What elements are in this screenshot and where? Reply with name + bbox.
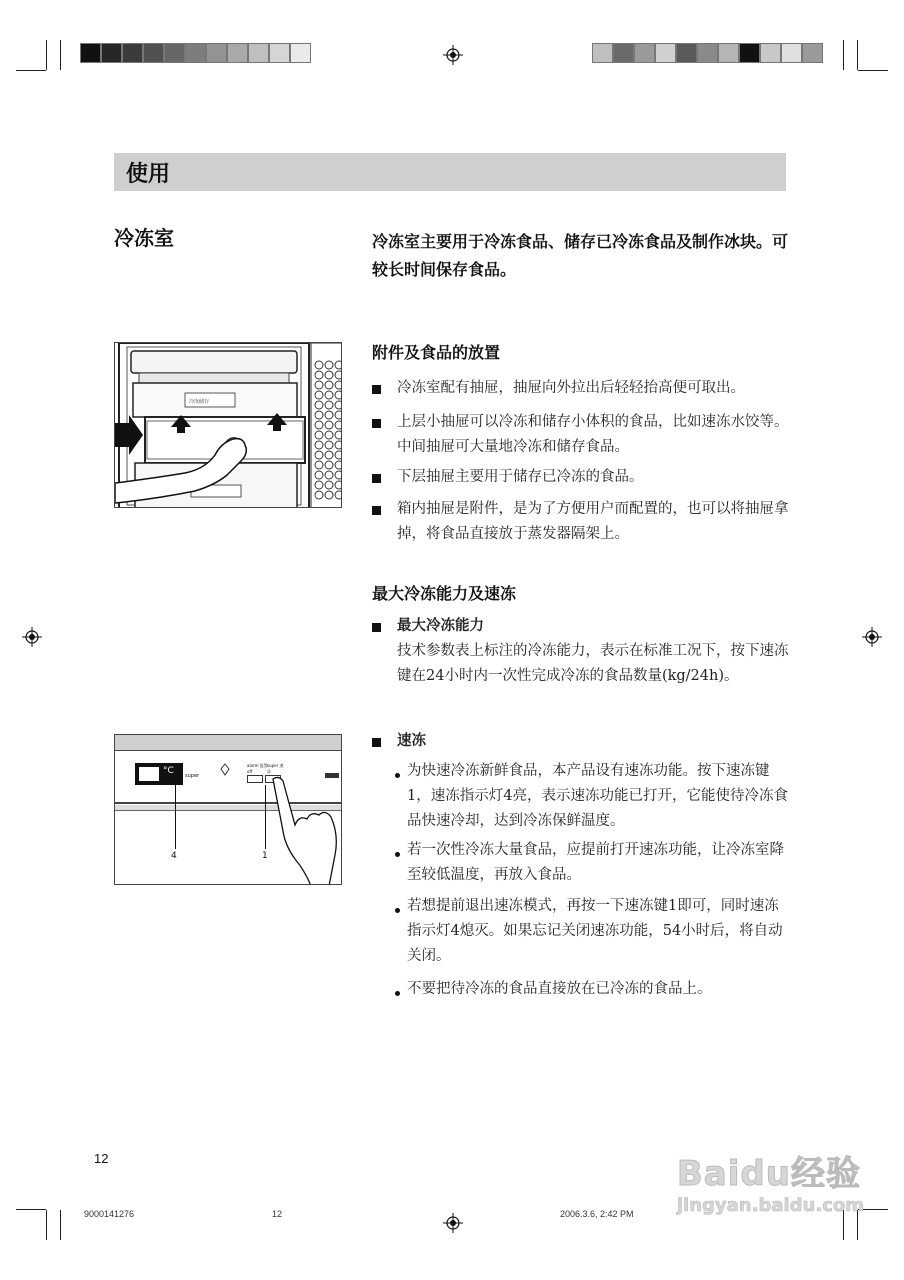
watermark — [677, 1146, 864, 1216]
color-bar-left — [80, 43, 311, 63]
section-title: 使用 — [126, 162, 171, 187]
bullet-dot-icon — [395, 852, 400, 857]
bullet-dot-icon — [395, 991, 400, 996]
quickfreeze-item: 不要把待冷冻的食品直接放在已冷冻的食品上。 — [395, 977, 790, 1002]
footer-date: 2006.3.6, 2:42 PM — [560, 1209, 634, 1219]
section-header — [114, 153, 786, 191]
freezer-title: 冷冻室 — [114, 226, 174, 250]
bullet-dot-icon — [395, 908, 400, 913]
crop-mark — [60, 1210, 61, 1240]
display-unit: °C — [163, 766, 174, 776]
crop-mark — [858, 70, 888, 71]
quickfreeze-header — [372, 729, 792, 754]
super-freeze-button-label: super 速冻 — [267, 763, 284, 774]
alarm-button-label: alarm 报警off — [247, 763, 268, 774]
display-window — [139, 767, 159, 781]
registration-mark-icon — [443, 1213, 463, 1233]
accessories-item: 下层抽屉主要用于储存已冷冻的食品。 — [372, 465, 792, 490]
callout-4: 4 — [171, 851, 177, 861]
bullet-square-icon — [372, 419, 381, 428]
bullet-square-icon — [372, 506, 381, 515]
alarm-button[interactable] — [247, 775, 263, 783]
bullet-dot-icon — [395, 773, 400, 778]
quickfreeze-title: 速冻 — [397, 733, 426, 749]
quickfreeze-item: 若一次性冷冻大量食品，应提前打开速冻功能，让冷冻室降至较低温度，再放入食品。 — [395, 838, 790, 888]
registration-mark-icon — [22, 627, 42, 647]
color-bar-right — [592, 43, 823, 63]
svg-text:冷冻储存: 冷冻储存 — [189, 399, 210, 405]
drawer-drawing — [115, 343, 342, 508]
control-panel-illustration — [114, 734, 342, 885]
registration-mark-icon — [443, 45, 463, 65]
quickfreeze-item: 若想提前退出速冻模式，再按一下速冻键1即可，同时速冻指示灯4熄灭。如果忘记关闭速冻功能，54小时后，将自动关闭。 — [395, 894, 790, 969]
bullet-square-icon — [372, 738, 381, 747]
capacity-item — [372, 614, 792, 689]
pressing-hand-icon — [265, 775, 342, 885]
registration-mark-icon — [862, 627, 882, 647]
bullet-square-icon — [372, 474, 381, 483]
freezer-drawer-illustration — [114, 342, 342, 508]
dropdown-icon — [219, 763, 231, 777]
accessories-item: 箱内抽屉是附件，是为了方便用户而配置的，也可以将抽屉拿掉，将食品直接放于蒸发器隔架上。 — [372, 497, 792, 547]
crop-mark — [16, 70, 46, 71]
accessories-item: 上层小抽屉可以冷冻和储存小体积的食品，比如速冻水饺等。中间抽屉可大量地冷冻和储存食品。 — [372, 410, 792, 460]
indicator-leader-4 — [175, 777, 176, 849]
crop-mark — [843, 40, 844, 70]
bullet-square-icon — [372, 623, 381, 632]
super-label: super — [185, 773, 200, 779]
callout-1: 1 — [262, 851, 268, 861]
accessories-heading: 附件及食品的放置 — [372, 343, 501, 362]
panel-top-strip — [115, 735, 342, 751]
quickfreeze-item: 为快速冷冻新鲜食品，本产品设有速冻功能。按下速冻键1，速冻指示灯4亮，表示速冻功能已打开，它能使待冷冻食品快速冷却，达到冷冻保鲜温度。 — [395, 759, 790, 834]
capacity-item-title: 最大冷冻能力 — [397, 618, 484, 634]
capacity-item-text: 技术参数表上标注的冷冻能力，表示在标准工况下，按下速冻键在24小时内一次性完成冷冻的食品数量(kg/24h)。 — [397, 643, 789, 684]
capacity-heading: 最大冷冻能力及速冻 — [372, 584, 517, 603]
page-number: 12 — [94, 1151, 109, 1166]
freezer-intro: 冷冻室主要用于冷冻食品、储存已冷冻食品及制作冰块。可较长时间保存食品。 — [372, 232, 789, 279]
crop-mark — [16, 1209, 46, 1210]
crop-mark — [46, 40, 47, 70]
watermark-url: jingyan.baidu.com — [676, 1195, 864, 1216]
crop-mark — [857, 40, 858, 70]
bullet-square-icon — [372, 385, 381, 394]
accessories-item: 冷冻室配有抽屉，抽屉向外拉出后轻轻抬高便可取出。 — [372, 376, 792, 401]
watermark-brand: Baidu经验 — [676, 1154, 861, 1194]
crop-mark — [60, 40, 61, 70]
footer-code: 9000141276 — [84, 1209, 135, 1219]
footer-page: 12 — [272, 1209, 283, 1219]
crop-mark — [46, 1210, 47, 1240]
